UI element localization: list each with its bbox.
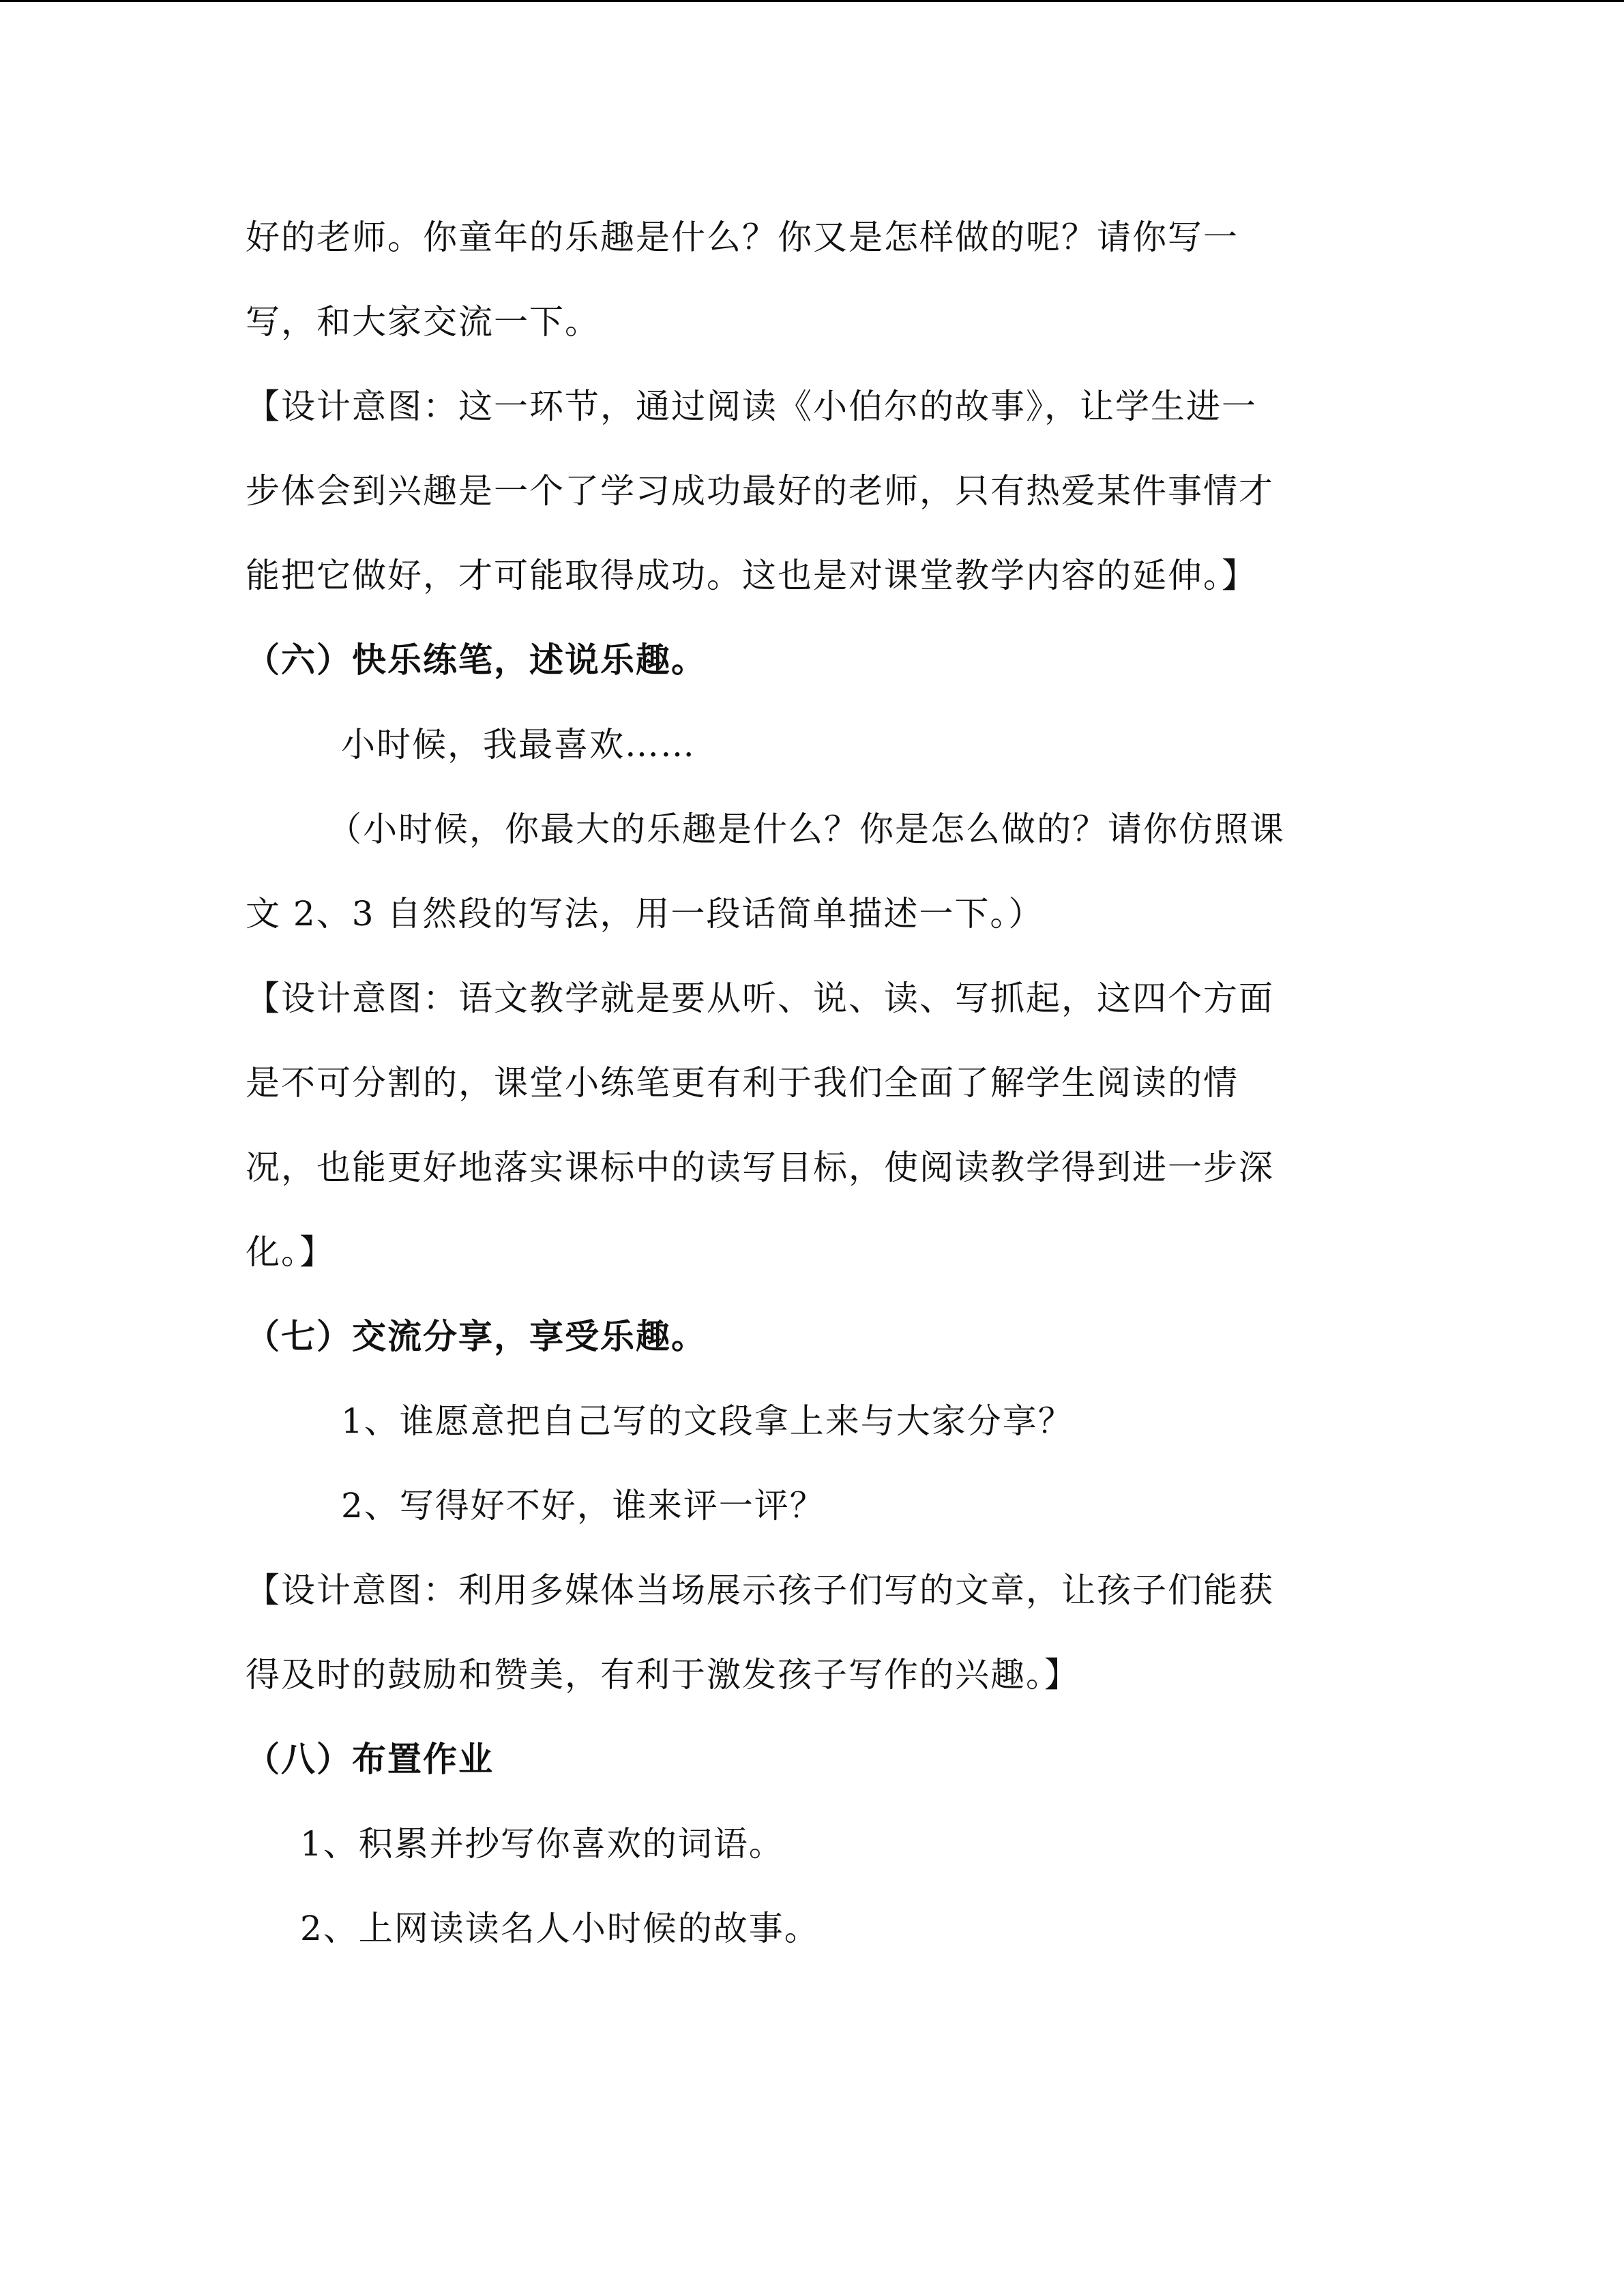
list-item: 1、谁愿意把自己写的文段拿上来与大家分享？: [341, 1401, 1074, 1441]
section-heading-8: （八）布置作业: [246, 1739, 494, 1779]
design-intent-paragraph: 【设计意图：这一环节，通过阅读《小伯尔的故事》，让学生进一: [246, 387, 1257, 426]
homework-item: 1、积累并抄写你喜欢的词语。: [300, 1824, 784, 1864]
design-intent-paragraph: 能把它做好，才可能取得成功。这也是对课堂教学内容的延伸。】: [246, 556, 1257, 595]
text-line: 好的老师。你童年的乐趣是什么？你又是怎样做的呢？请你写一: [246, 218, 1239, 257]
list-item: 2、写得好不好，谁来评一评？: [341, 1486, 825, 1525]
design-intent-paragraph: 步体会到兴趣是一个了学习成功最好的老师，只有热爱某件事情才: [246, 471, 1274, 511]
page-top-border: [0, 0, 1624, 2]
text-line: 写，和大家交流一下。: [246, 302, 600, 342]
design-intent-paragraph: 【设计意图：利用多媒体当场展示孩子们写的文章，让孩子们能获: [246, 1570, 1274, 1610]
homework-item: 2、上网读读名人小时候的故事。: [300, 1909, 820, 1948]
design-intent-paragraph: 得及时的鼓励和赞美，有利于激发孩子写作的兴趣。】: [246, 1655, 1080, 1695]
design-intent-paragraph: 是不可分割的，课堂小练笔更有利于我们全面了解学生阅读的情: [246, 1063, 1239, 1103]
text-line: 小时候，我最喜欢……: [341, 725, 696, 764]
text-line: （小时候，你最大的乐趣是什么？你是怎么做的？请你仿照课: [327, 809, 1285, 849]
design-intent-paragraph: 化。】: [246, 1232, 335, 1272]
design-intent-paragraph: 【设计意图：语文教学就是要从听、说、读、写抓起，这四个方面: [246, 979, 1274, 1018]
section-heading-7: （七）交流分享，享受乐趣。: [246, 1316, 707, 1356]
section-heading-6: （六）快乐练笔，述说乐趣。: [246, 640, 707, 680]
text-line: 文 2、3 自然段的写法，用一段话简单描述一下。）: [246, 894, 1044, 934]
design-intent-paragraph: 况，也能更好地落实课标中的读写目标，使阅读教学得到进一步深: [246, 1148, 1274, 1187]
